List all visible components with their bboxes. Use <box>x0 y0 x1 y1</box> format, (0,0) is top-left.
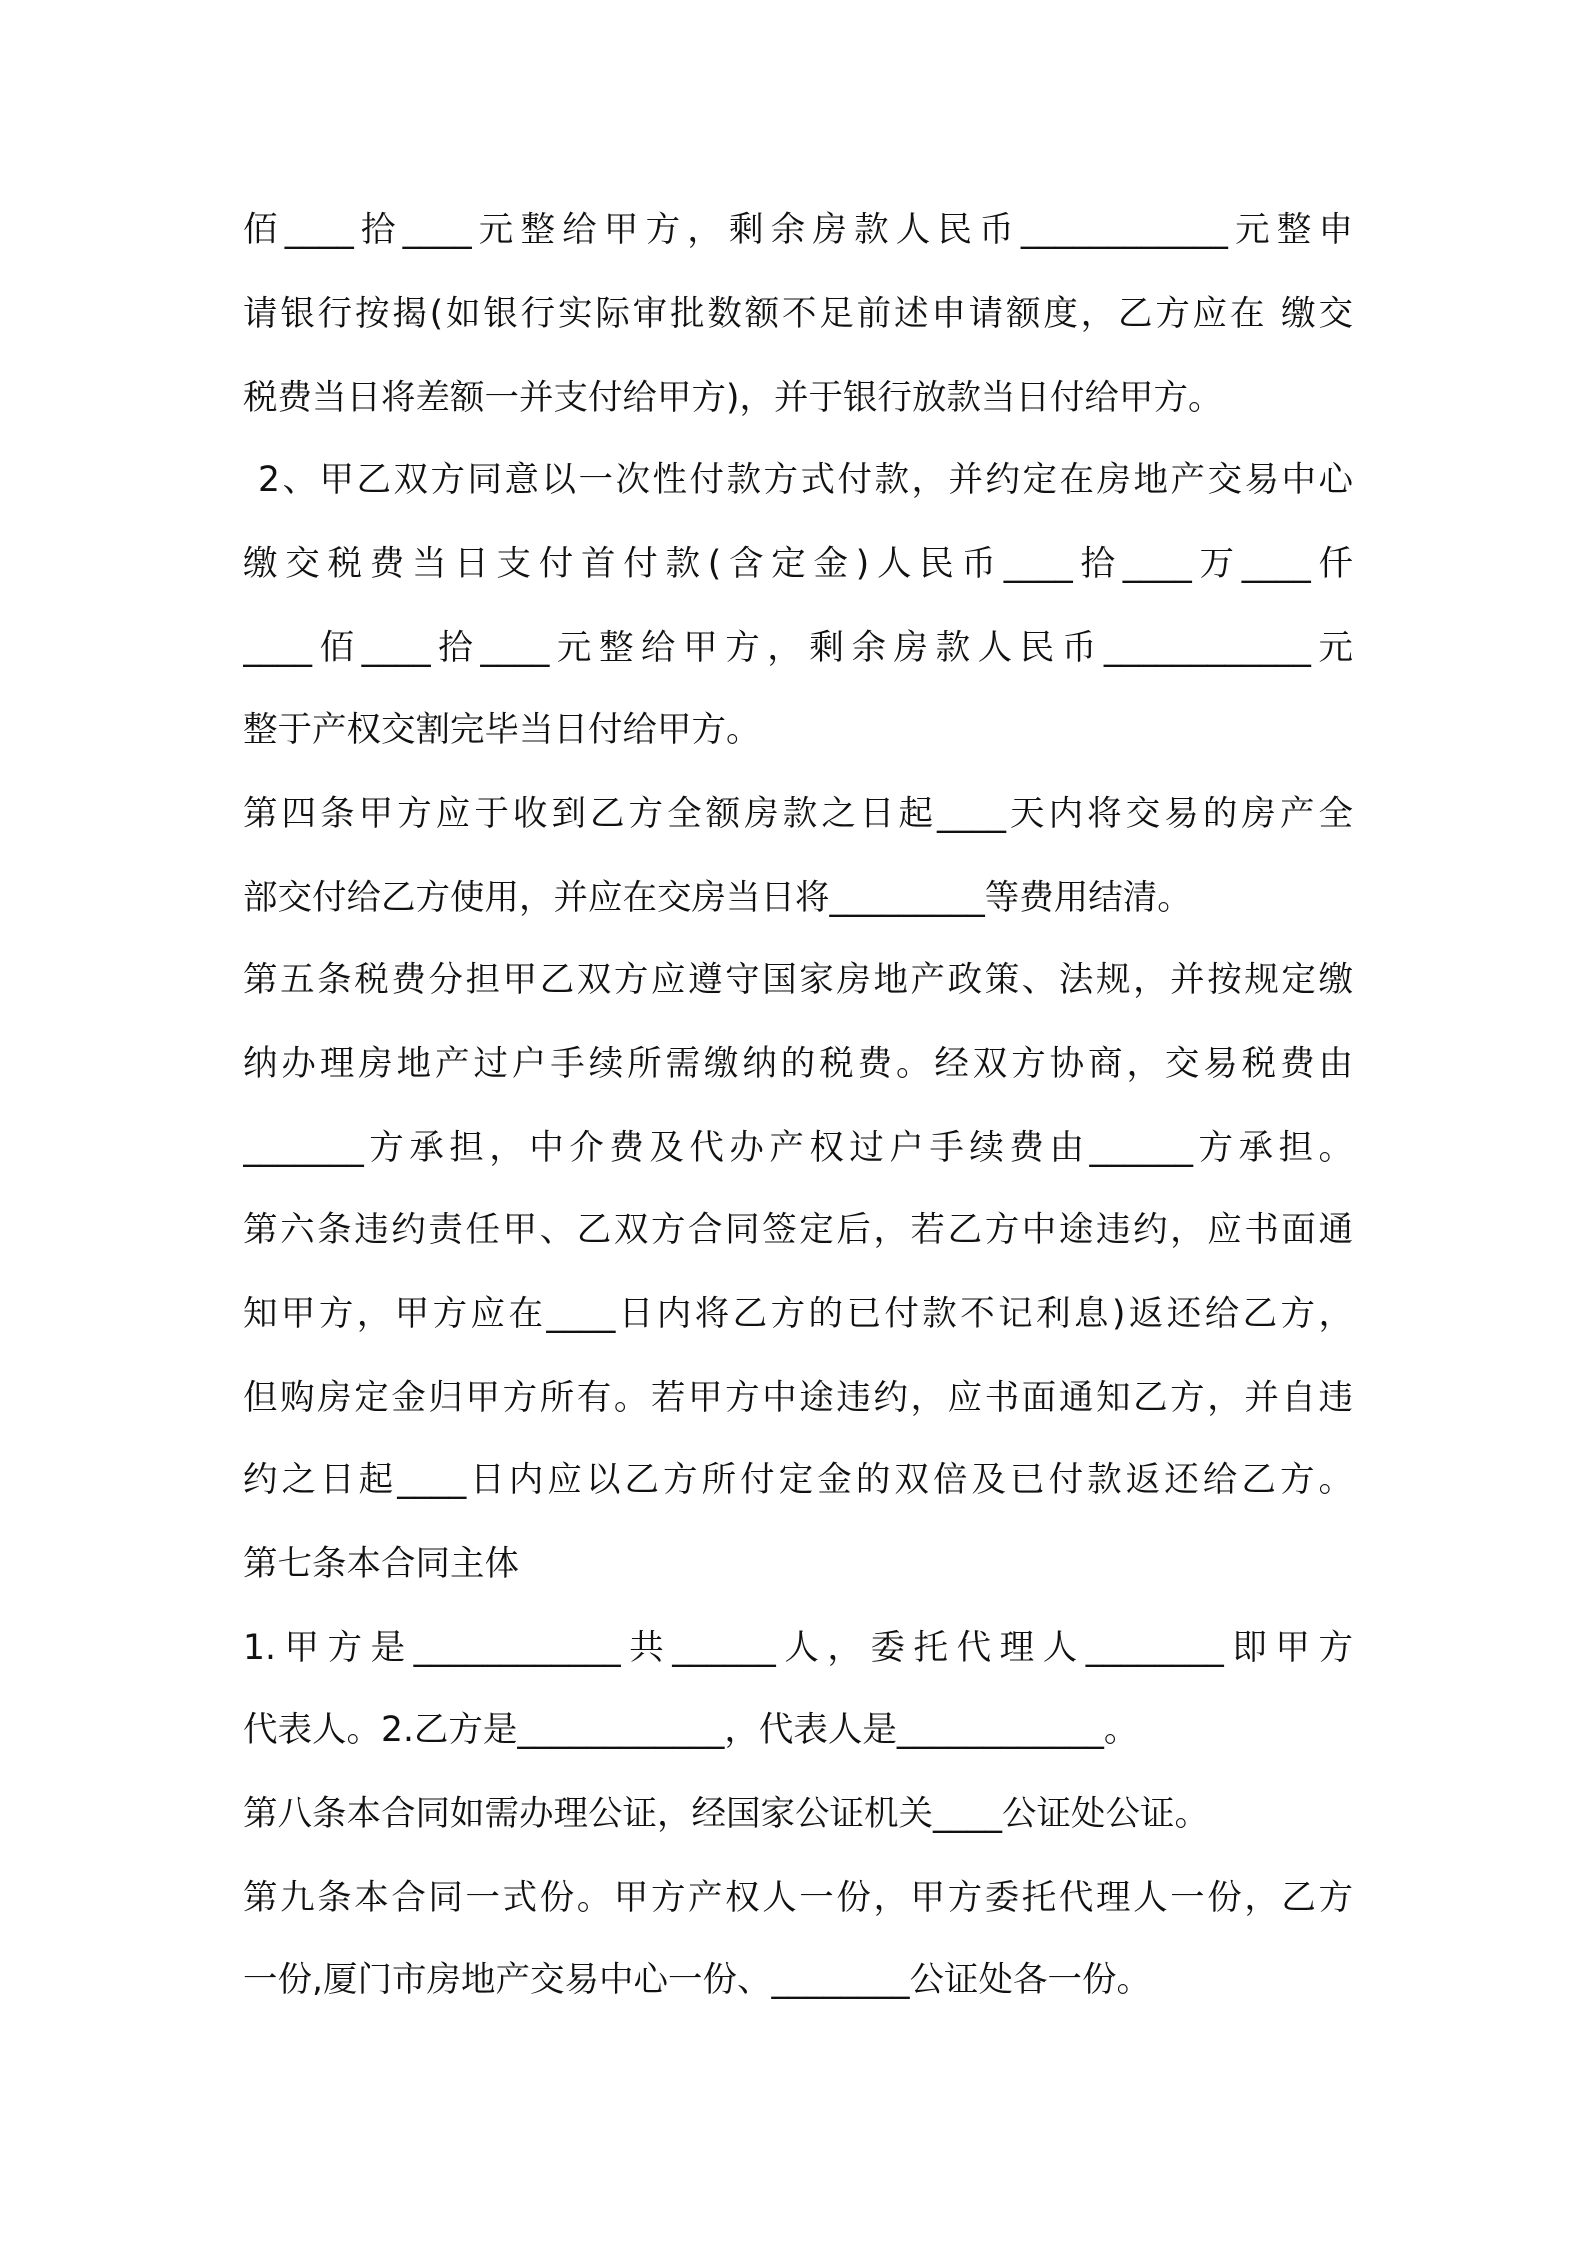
text-line: 部交付给乙方使用，并应在交房当日将_________等费用结清。 <box>243 878 1192 918</box>
text-line: 第八条本合同如需办理公证，经国家公证机关____公证处公证。 <box>243 1794 1209 1834</box>
text-line: 佰____拾____元整给甲方，剩余房款人民币____________元整申 <box>243 210 1353 250</box>
text-line: 请银行按揭(如银行实际审批数额不足前述申请额度，乙方应在 缴交 <box>243 294 1353 334</box>
text-line: 缴交税费当日支付首付款(含定金)人民币____拾____万____仟 <box>243 544 1353 584</box>
text-line: 2、甲乙双方同意以一次性付款方式付款，并约定在房地产交易中心 <box>258 460 1353 500</box>
text-line: 代表人。2.乙方是____________，代表人是____________。 <box>243 1710 1139 1750</box>
text-line: ____佰____拾____元整给甲方，剩余房款人民币____________元 <box>243 628 1353 668</box>
text-line: 第六条违约责任甲、乙双方合同签定后，若乙方中途违约，应书面通 <box>243 1210 1353 1250</box>
text-line: 知甲方，甲方应在____日内将乙方的已付款不记利息)返还给乙方， <box>243 1294 1353 1334</box>
section-heading: 第七条本合同主体 <box>243 1544 519 1584</box>
text-line: 税费当日将差额一并支付给甲方)，并于银行放款当日付给甲方。 <box>243 378 1223 418</box>
text-line: 1.甲方是____________共______人，委托代理人________即甲方 <box>243 1628 1353 1668</box>
text-line: 第四条甲方应于收到乙方全额房款之日起____天内将交易的房产全 <box>243 794 1353 834</box>
text-line: 纳办理房地产过户手续所需缴纳的税费。经双方协商，交易税费由 <box>243 1044 1353 1084</box>
text-line: 整于产权交割完毕当日付给甲方。 <box>243 710 761 750</box>
text-line: _______方承担，中介费及代办产权过户手续费由______方承担。 <box>243 1128 1353 1168</box>
text-line: 约之日起____日内应以乙方所付定金的双倍及已付款返还给乙方。 <box>243 1460 1353 1500</box>
text-line: 第九条本合同一式份。甲方产权人一份，甲方委托代理人一份，乙方 <box>243 1878 1353 1918</box>
text-line: 但购房定金归甲方所有。若甲方中途违约，应书面通知乙方，并自违 <box>243 1378 1353 1418</box>
text-line: 第五条税费分担甲乙双方应遵守国家房地产政策、法规，并按规定缴 <box>243 960 1353 1000</box>
text-line: 一份,厦门市房地产交易中心一份、________公证处各一份。 <box>243 1960 1151 2000</box>
